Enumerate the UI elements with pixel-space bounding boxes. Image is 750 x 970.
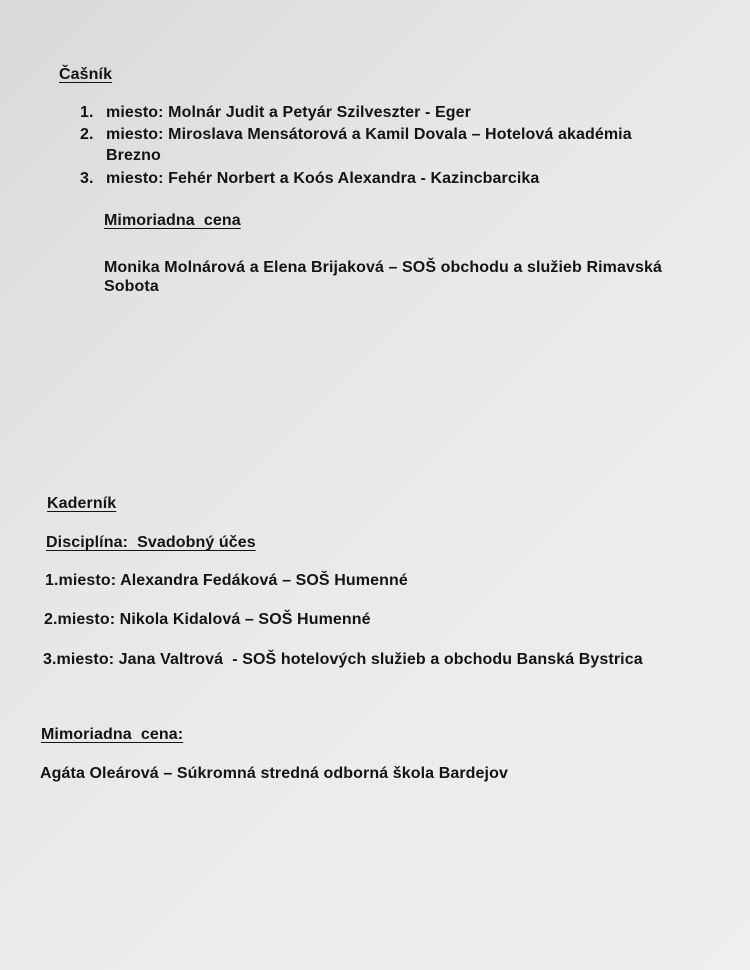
casnik-special-prize-line-1: Monika Molnárová a Elena Brijaková – SOŠ obchodu a služieb Rimavská	[104, 259, 662, 276]
casnik-place-3-number: 3.	[80, 170, 94, 187]
casnik-place-2-number: 2.	[80, 126, 94, 143]
casnik-place-1-text: miesto: Molnár Judit a Petyár Szilveszter - Eger	[106, 104, 471, 121]
kadernik-heading: Kaderník	[47, 495, 117, 512]
casnik-place-1	[80, 103, 471, 123]
kadernik-special-prize-heading: Mimoriadna cena:	[41, 726, 184, 743]
casnik-heading: Čašník	[59, 66, 113, 83]
casnik-place-3-text: miesto: Fehér Norbert a Koós Alexandra - Kazincbarcika	[106, 170, 540, 187]
casnik-special-prize-line-2: Sobota	[104, 278, 159, 295]
casnik-place-1-number: 1.	[80, 104, 94, 121]
kadernik-place-1: 1.miesto: Alexandra Fedáková – SOŠ Humenné	[45, 572, 408, 589]
kadernik-place-2: 2.miesto: Nikola Kidalová – SOŠ Humenné	[44, 611, 371, 628]
casnik-place-2-text: miesto: Miroslava Mensátorová a Kamil Dovala – Hotelová akadémia	[106, 126, 632, 143]
kadernik-place-3: 3.miesto: Jana Valtrová - SOŠ hotelových služieb a obchodu Banská Bystrica	[43, 651, 643, 668]
kadernik-discipline: Disciplína: Svadobný účes	[46, 534, 256, 551]
kadernik-special-prize-text: Agáta Oleárová – Súkromná stredná odborná škola Bardejov	[40, 765, 508, 782]
casnik-special-prize-heading: Mimoriadna cena	[104, 212, 241, 229]
casnik-place-3	[80, 169, 539, 189]
casnik-place-2	[80, 125, 632, 145]
casnik-place-2-continuation: Brezno	[106, 147, 161, 164]
